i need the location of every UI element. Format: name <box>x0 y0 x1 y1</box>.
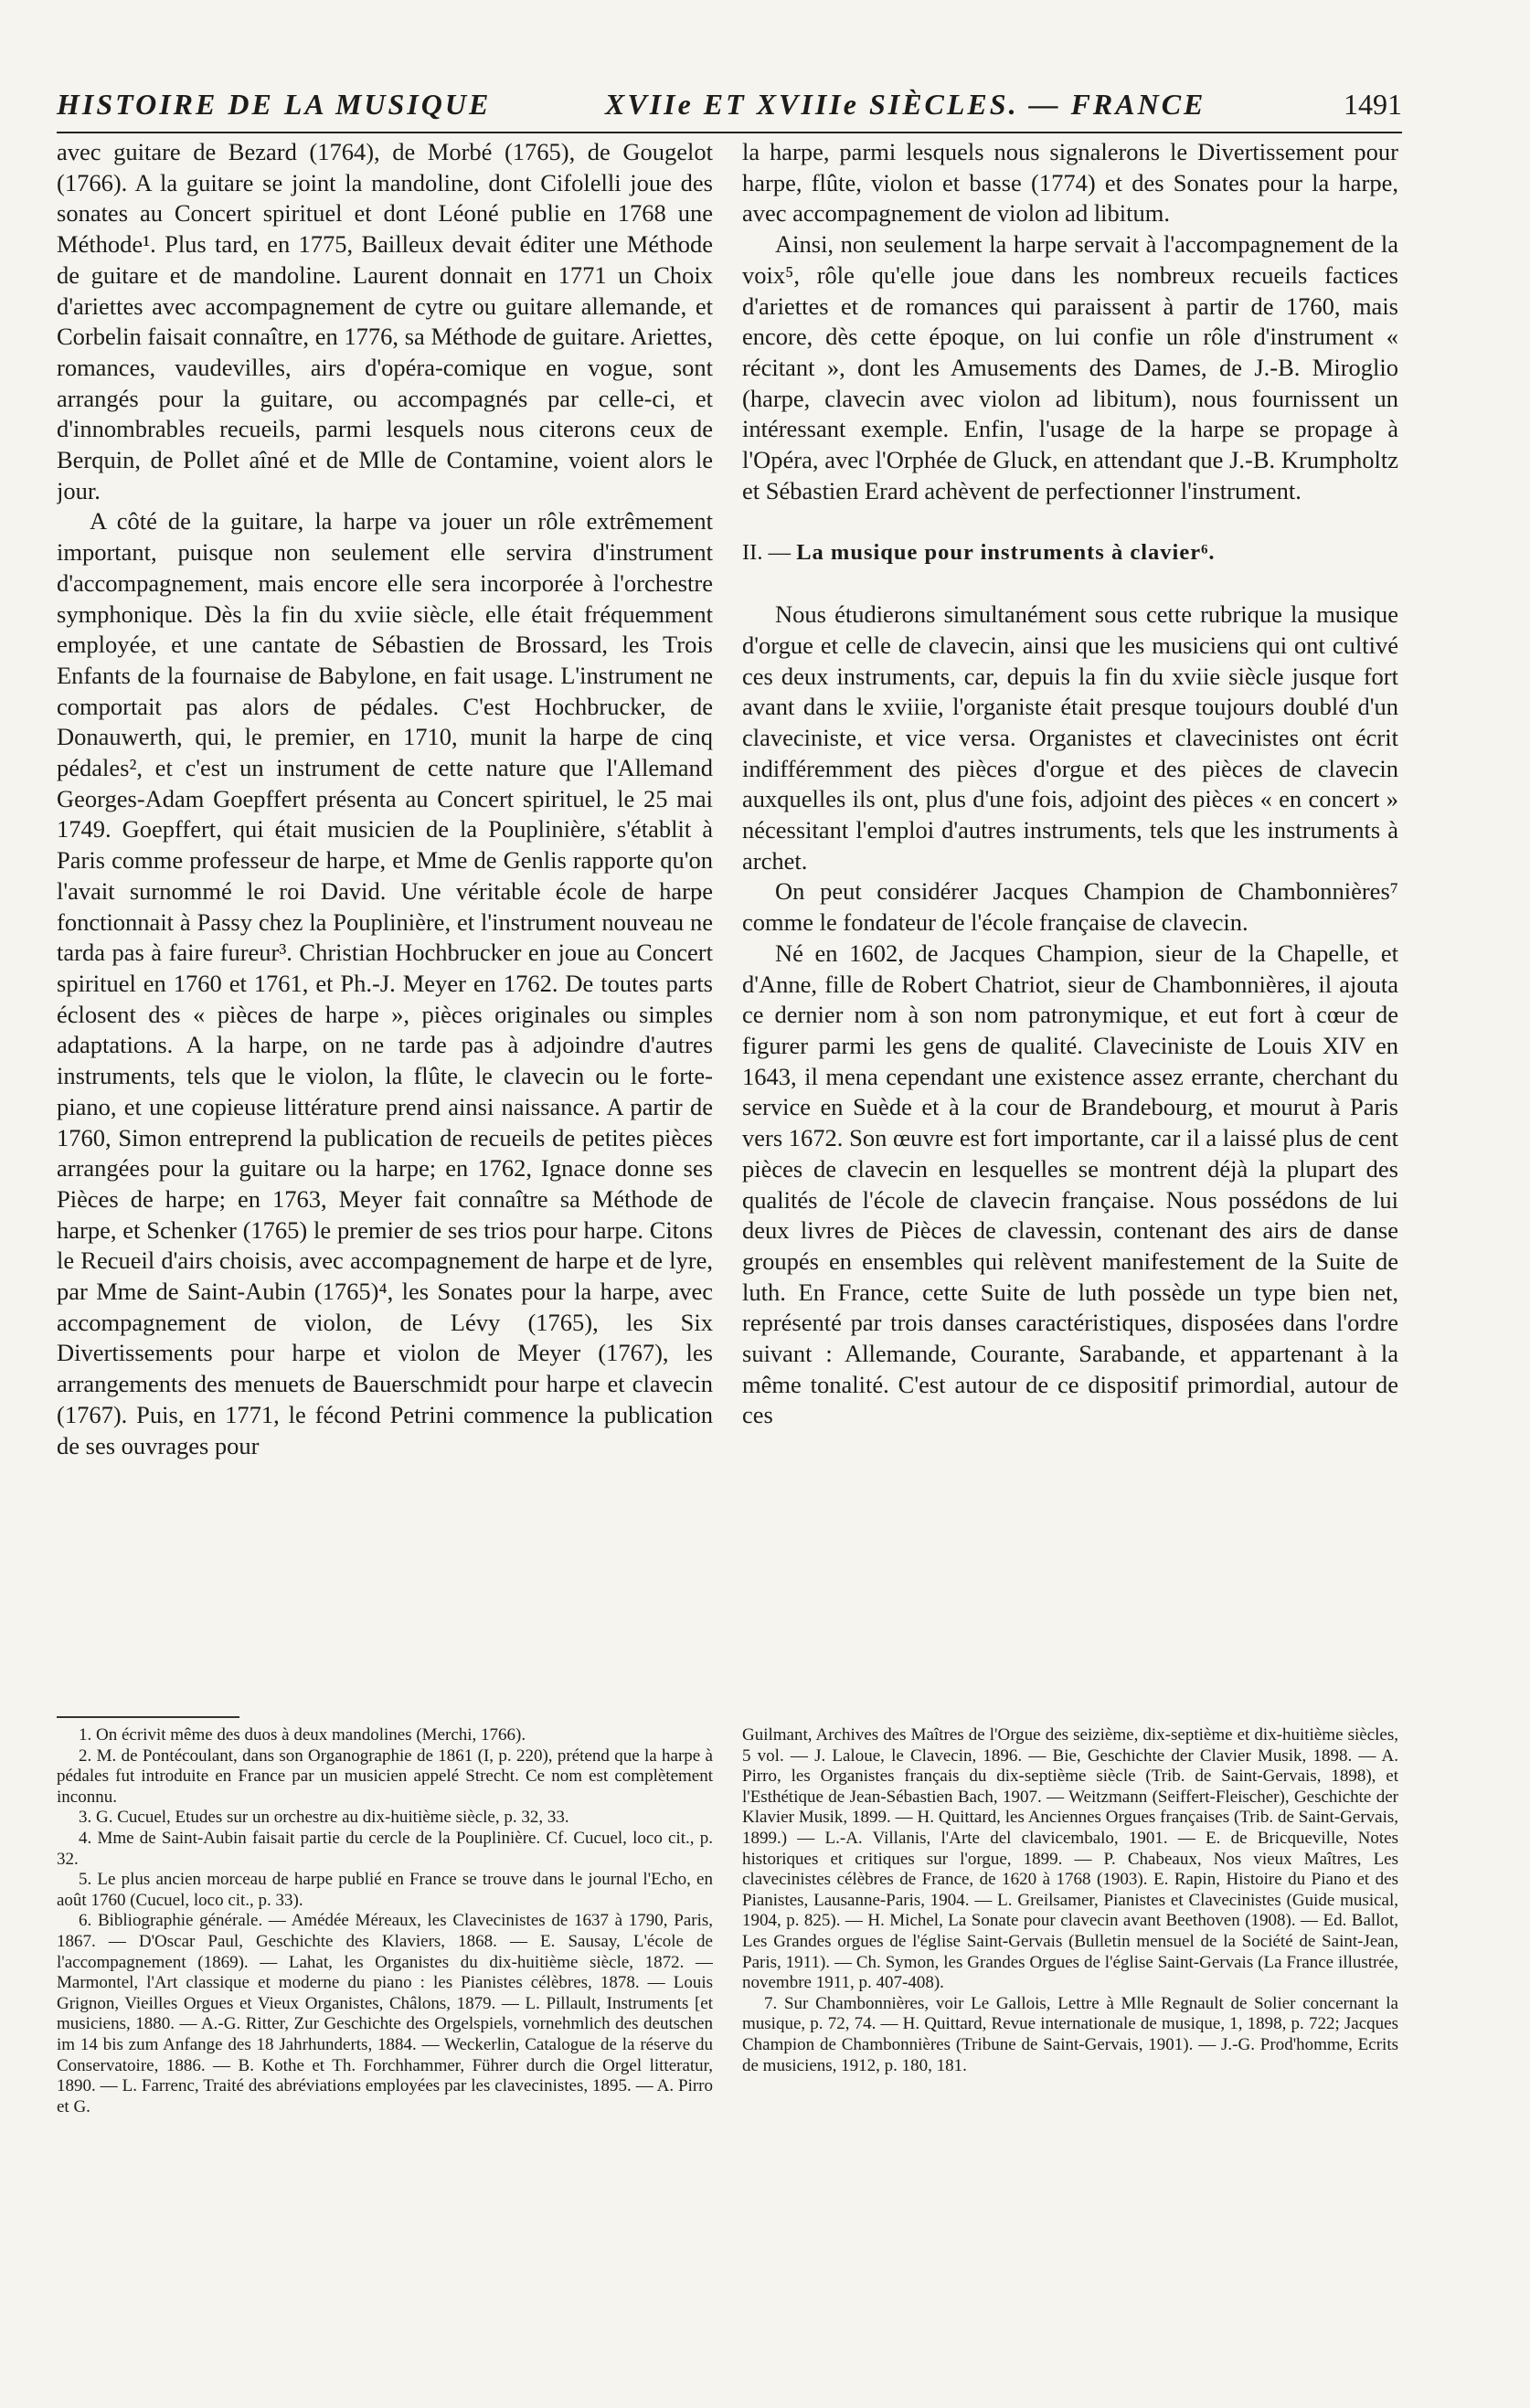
paragraph: Ainsi, non seulement la harpe servait à l'accompagnement de la voix⁵, rôle qu'elle joue dans les nombreux recueils factices d'ariettes et de romances qui paraissent à partir de 1760, mais encore, dès cette époque, on lui confie un rôle d'instrument « récitant », dont les Amusements des Dames, de J.-B. Miroglio (harpe, clavecin avec violon ad libitum), nous fournissent un intéressant exemple. Enfin, l'usage de la harpe se propage à l'Opéra, avec l'Orphée de Gluck, en attendant que J.-B. Krumpholtz et Sébastien Erard achèvent de perfectionner l'instrument. <box>742 230 1398 504</box>
paragraph: la harpe, parmi lesquels nous signalerons le Divertissement pour harpe, flûte, violon et basse (1774) et des Sonates pour la harpe, avec accompagnement de violon ad libitum. <box>742 138 1398 228</box>
page-number: 1491 <box>1344 88 1402 121</box>
section-title: La musique pour instruments à clavier⁶. <box>796 540 1216 566</box>
footnote: 6. Bibliographie générale. — Amédée Méreaux, les Clavecinistes de 1637 à 1790, Paris, 1867. — D'Oscar Paul, Geschichte des Klaviers, 1868. — E. Sausay, L'école de l'accompagnement (1869). — Lahat, les Organistes du dix-huitième siècle, 1872. — Marmontel, l'Art classique et moderne du piano : les Pianistes célèbres, 1878. — Louis Grignon, Vieilles Orgues et Vieux Organistes, Châlons, 1879. — L. Pillault, Instruments [et musiciens, 1880. — A.-G. Ritter, Zur Geschichte des Orgelspiels, vornehmlich des deutschen im 14 bis zum Anfange des 18 Jahrhunderts, 1884. — Weckerlin, Catalogue de la réserve du Conservatoire, 1886. — B. Kothe et Th. Forchhammer, Führer durch die Orgel litteratur, 1890. — L. Farrenc, Traité des abréviations employées par les clavecinistes, 1895. — A. Pirro et G. <box>57 1911 713 2116</box>
paragraph: On peut considérer Jacques Champion de Chambonnières⁷ comme le fondateur de l'école française de clavecin. <box>742 877 1398 937</box>
running-title-center: XVIIe ET XVIIIe SIÈCLES. — FRANCE <box>605 88 1206 121</box>
paragraph: A côté de la guitare, la harpe va jouer un rôle extrêmement important, puisque non seulement elle servira d'instrument d'accompagnement, mais encore elle sera incorporée à l'orchestre symphonique. Dès la fin du xviie siècle, elle était fréquemment employée, et une cantate de Sébastien de Brossard, les Trois Enfants de la fournaise de Babylone, en fait usage. L'instrument ne comportait pas alors de pédales. C'est Hochbrucker, de Donauwerth, qui, le premier, en 1710, munit la harpe de cinq pédales², et c'est un instrument de cette nature que l'Allemand Georges-Adam Goepffert présenta au Concert spirituel, le 25 mai 1749. Goepffert, qui était musicien de la Pouplinière, s'établit à Paris comme professeur de harpe, et Mme de Genlis rapporte qu'on l'avait surnommé le roi David. Une véritable école de harpe fonctionnait à Passy chez la Pouplinière, et l'instrument nouveau ne tarda pas à faire fureur³. Christian Hochbrucker en joue au Concert spirituel en 1760 et 1761, et Ph.-J. Meyer en 1762. De toutes parts éclosent des « pièces de harpe », pièces originales ou simples adaptations. A la harpe, on ne tarde pas à adjoindre d'autres instruments, tels que le violon, la flûte, le clavecin ou le forte-piano, et une copieuse littérature prend ainsi naissance. A partir de 1760, Simon entreprend la publication de recueils de petites pièces arrangées pour la guitare ou la harpe; en 1762, Ignace donne ses Pièces de harpe; en 1763, Meyer fait connaître sa Méthode de harpe, et Schenker (1765) le premier de ses trios pour harpe. Citons le Recueil d'airs choisis, avec accompagnement de harpe et de lyre, par Mme de Saint-Aubin (1765)⁴, les Sonates pour la harpe, avec accompagnement de violon, de Lévy (1765), les Six Divertissements pour harpe et violon de Meyer (1767), les arrangements des menuets de Bauerschmidt pour harpe et clavecin (1767). Puis, en 1771, le fécond Petrini commence la publication de ses ouvrages pour <box>57 507 713 1459</box>
footnote-divider <box>57 1716 239 1718</box>
footnote: 4. Mme de Saint-Aubin faisait partie du cercle de la Pouplinière. Cf. Cucuel, loco cit., p. 32. <box>57 1828 713 1869</box>
footnote: 2. M. de Pontécoulant, dans son Organographie de 1861 (I, p. 220), prétend que la harpe à pédales fut introduite en France par un musicien appelé Strecht. Ce nom est complètement inconnu. <box>57 1745 713 1807</box>
section-heading <box>742 537 1398 568</box>
footnote: Guilmant, Archives des Maîtres de l'Orgue des seizième, dix-septième et dix-huitième siècles, 5 vol. — J. Laloue, le Clavecin, 1896. — Bie, Geschichte der Clavier Musik, 1898. — A. Pirro, les Organistes français du dix-septième siècle (Trib. de Saint-Gervais, 1898), et l'Esthétique de Jean-Sébastien Bach, 1907. — Weitzmann (Seiffert-Fleischer), Geschichte der Klavier Musik, 1899. — H. Quittard, les Anciennes Orgues françaises (Trib. de Saint-Gervais, 1899.) — L.-A. Villanis, l'Arte del clavicembalo, 1901. — E. de Bricqueville, Notes historiques et critiques sur l'orgue, 1899. — P. Chabeaux, Nos vieux Maîtres, Les clavecinistes célèbres de France, de 1620 à 1768 (1903). E. Rapin, Histoire du Piano et des Pianistes, Lausanne-Paris, 1904. — L. Greilsamer, Pianistes et Clavecinistes (Guide musical, 1904, p. 825). — H. Michel, La Sonate pour clavecin avant Beethoven (1908). — Ed. Ballot, Les Grandes orgues de l'église Saint-Gervais (Bulletin mensuel de la Société de Saint-Jean, Paris, 1911). — Ch. Symon, les Grandes Orgues de l'église Saint-Gervais (La France illustrée, novembre 1911, p. 407-408). <box>742 1725 1398 1993</box>
footnotes-right <box>742 1725 1398 2356</box>
paragraph: Né en 1602, de Jacques Champion, sieur de la Chapelle, et d'Anne, fille de Robert Chatriot, sieur de Chambonnières, il ajouta ce dernier nom à son nom patronymique, et eut fort à cœur de figurer parmi les gens de qualité. Claveciniste de Louis XIV en 1643, il mena cependant une existence assez errante, cherchant du service en Suède et à la cour de Brandebourg, et mourut à Paris vers 1672. Son œuvre est fort importante, car il a laissé plus de cent pièces de clavecin en lesquelles se montrent déjà la plupart des qualités de l'école de clavecin française. Nous possédons de lui deux livres de Pièces de clavessin, contenant des airs de danse groupés en ensembles qui relèvent manifestement de la Suite de luth. En France, cette Suite de luth possède un type bien net, représenté par trois danses caractéristiques, disposées dans l'ordre suivant : Allemande, Courante, Sarabande, et appartenant à la même tonalité. C'est autour de ce dispositif primordial, autour de ces <box>742 939 1398 1429</box>
footnotes-left <box>57 1725 713 2356</box>
footnote: 1. On écrivit même des duos à deux mandolines (Merchi, 1766). <box>79 1725 526 1745</box>
section-number: II. — <box>742 540 792 566</box>
left-column <box>57 137 713 1709</box>
footnote: 7. Sur Chambonnières, voir Le Gallois, Lettre à Mlle Regnault de Solier concernant la musique, p. 72, 74. — H. Quittard, Revue internationale de musique, 1, 1898, p. 722; Jacques Champion de Chambonnières (Tribune de Saint-Gervais, 1901). — J.-G. Prod'homme, Ecrits de musiciens, 1912, p. 180, 181. <box>742 1993 1398 2075</box>
paragraph: Nous étudierons simultanément sous cette rubrique la musique d'orgue et celle de clavecin, ainsi que les musiciens qui ont cultivé ces deux instruments, car, depuis la fin du xviie siècle jusque fort avant dans le xviiie, l'organiste était presque toujours doublé d'un claveciniste, et vice versa. Organistes et clavecinistes ont écrit indifféremment des pièces d'orgue et des pièces de clavecin auxquelles ils ont, plus d'une fois, adjoint des pièces « en concert » nécessitant l'emploi d'autres instruments, tels que les instruments à archet. <box>742 600 1398 875</box>
footnote: 3. G. Cucuel, Etudes sur un orchestre au dix-huitième siècle, p. 32, 33. <box>79 1808 569 1828</box>
right-column <box>742 137 1398 1709</box>
footnote: 5. Le plus ancien morceau de harpe publié en France se trouve dans le journal l'Echo, en août 1760 (Cucuel, loco cit., p. 33). <box>57 1870 713 1910</box>
running-title-left: HISTOIRE DE LA MUSIQUE <box>57 88 492 121</box>
page-header <box>57 88 1402 133</box>
paragraph: avec guitare de Bezard (1764), de Morbé (1765), de Gougelot (1766). A la guitare se joint la mandoline, dont Cifolelli joue des sonates au Concert spirituel et dont Léoné publie en 1768 une Méthode¹. Plus tard, en 1775, Bailleux devait éditer une Méthode de guitare et de mandoline. Laurent donnait en 1771 un Choix d'ariettes avec accompagnement de cytre ou guitare allemande, et Corbelin faisait connaître, en 1776, sa Méthode de guitare. Ariettes, romances, vaudevilles, airs d'opéra-comique en vogue, sont arrangés pour la guitare, ou accompagnés par celle-ci, et d'innombrables recueils, parmi lesquels nous citerons ceux de Berquin, de Pollet aîné et de Mlle de Contamine, voient alors le jour. <box>57 138 713 504</box>
